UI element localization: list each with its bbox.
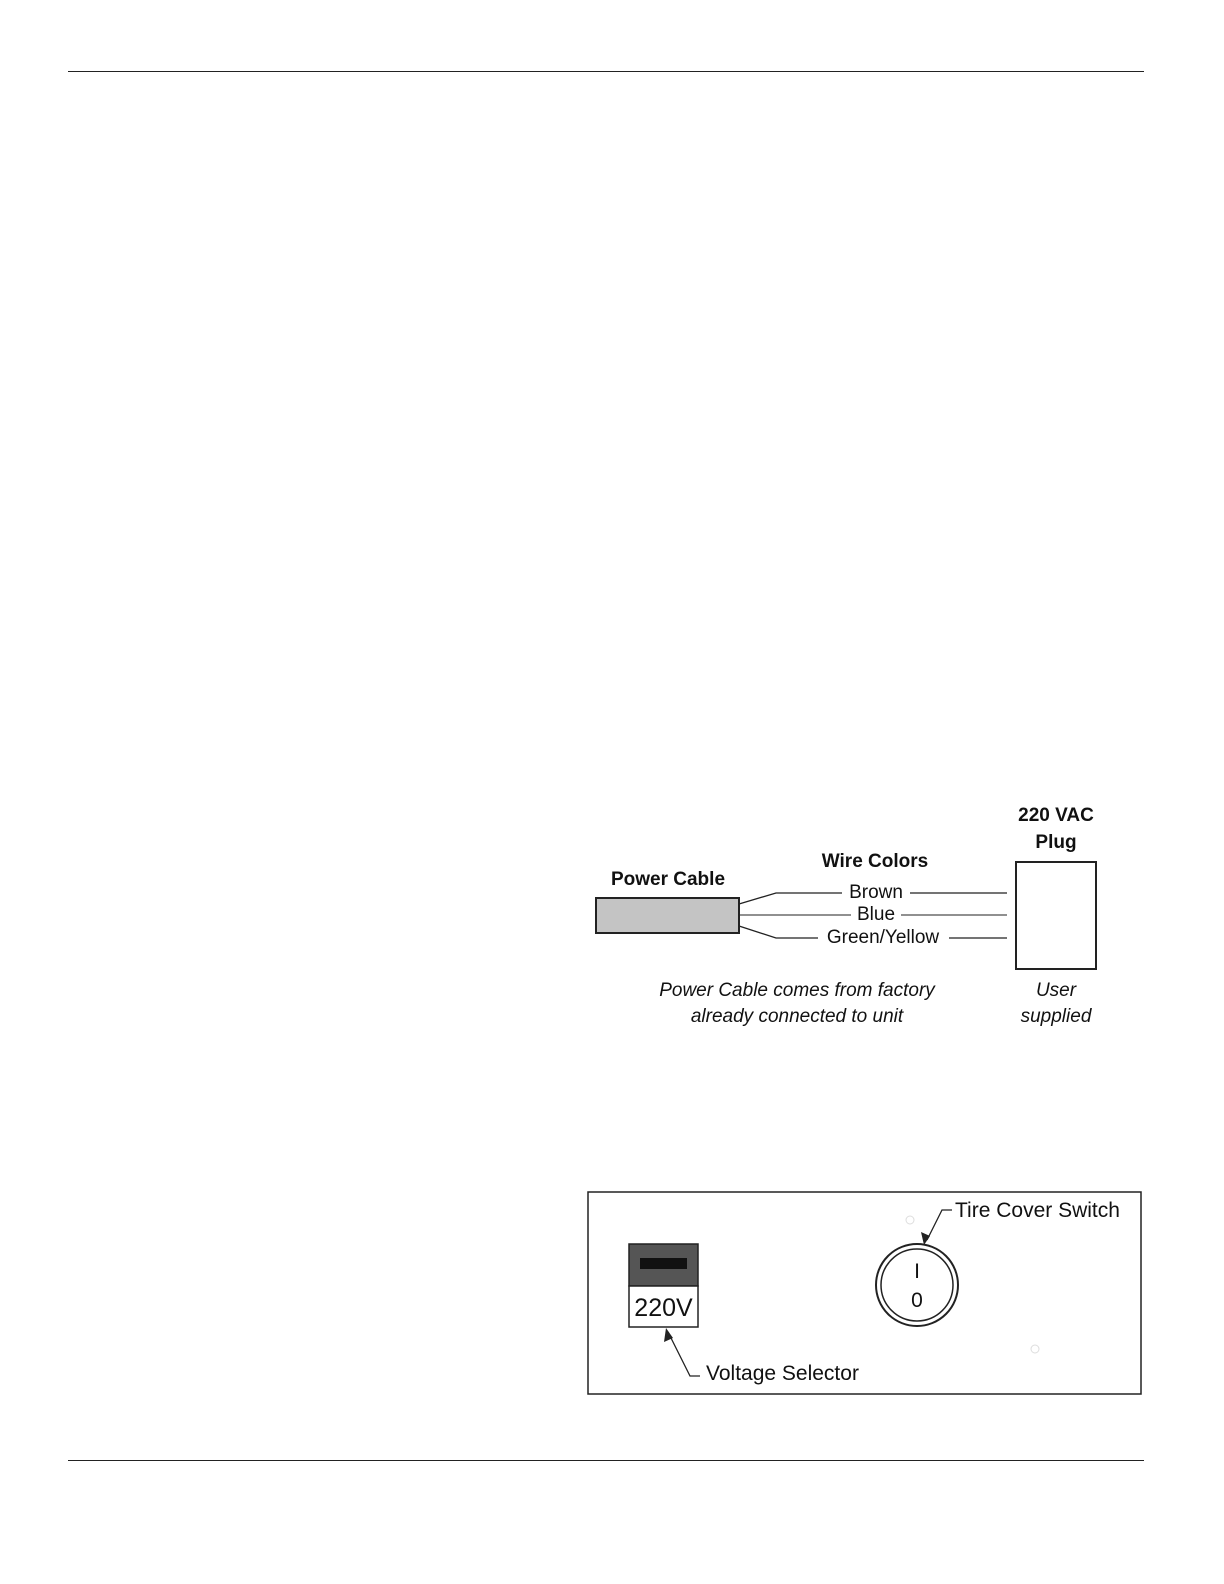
tire-cover-switch-outer (876, 1244, 958, 1326)
wire-label-blue: Blue (856, 904, 896, 925)
plug-shape (1016, 862, 1096, 969)
wire-brown-line (739, 893, 842, 904)
switch-off-symbol: 0 (911, 1289, 923, 1312)
wire-label-green-yellow: Green/Yellow (826, 927, 940, 948)
tire-cover-switch-label: Tire Cover Switch (955, 1199, 1120, 1222)
power-cable-shape (596, 898, 739, 933)
wire-colors-title: Wire Colors (821, 851, 929, 872)
cable-note-line1: Power Cable comes from factory (659, 980, 935, 1001)
tire-cover-switch-arrowhead (921, 1232, 930, 1245)
switch-on-symbol: I (914, 1260, 920, 1283)
voltage-selector-leader (668, 1332, 700, 1376)
tire-cover-switch-leader (927, 1210, 952, 1240)
voltage-selector-label: Voltage Selector (706, 1362, 859, 1385)
plug-note-line1: User (1035, 980, 1077, 1001)
wire-label-brown: Brown (849, 882, 903, 903)
cable-note-line2: already connected to unit (690, 1006, 904, 1027)
screw-mark (906, 1216, 914, 1224)
power-cable-label: Power Cable (610, 869, 726, 890)
voltage-value: 220V (634, 1294, 693, 1322)
plug-note-line2: supplied (1020, 1006, 1092, 1027)
wire-green-yellow-line (739, 926, 818, 938)
screw-mark (1031, 1345, 1039, 1353)
voltage-selector-slot (640, 1258, 687, 1269)
plug-title-line1: 220 VAC (1018, 805, 1094, 826)
plug-title-line2: Plug (1035, 832, 1077, 853)
